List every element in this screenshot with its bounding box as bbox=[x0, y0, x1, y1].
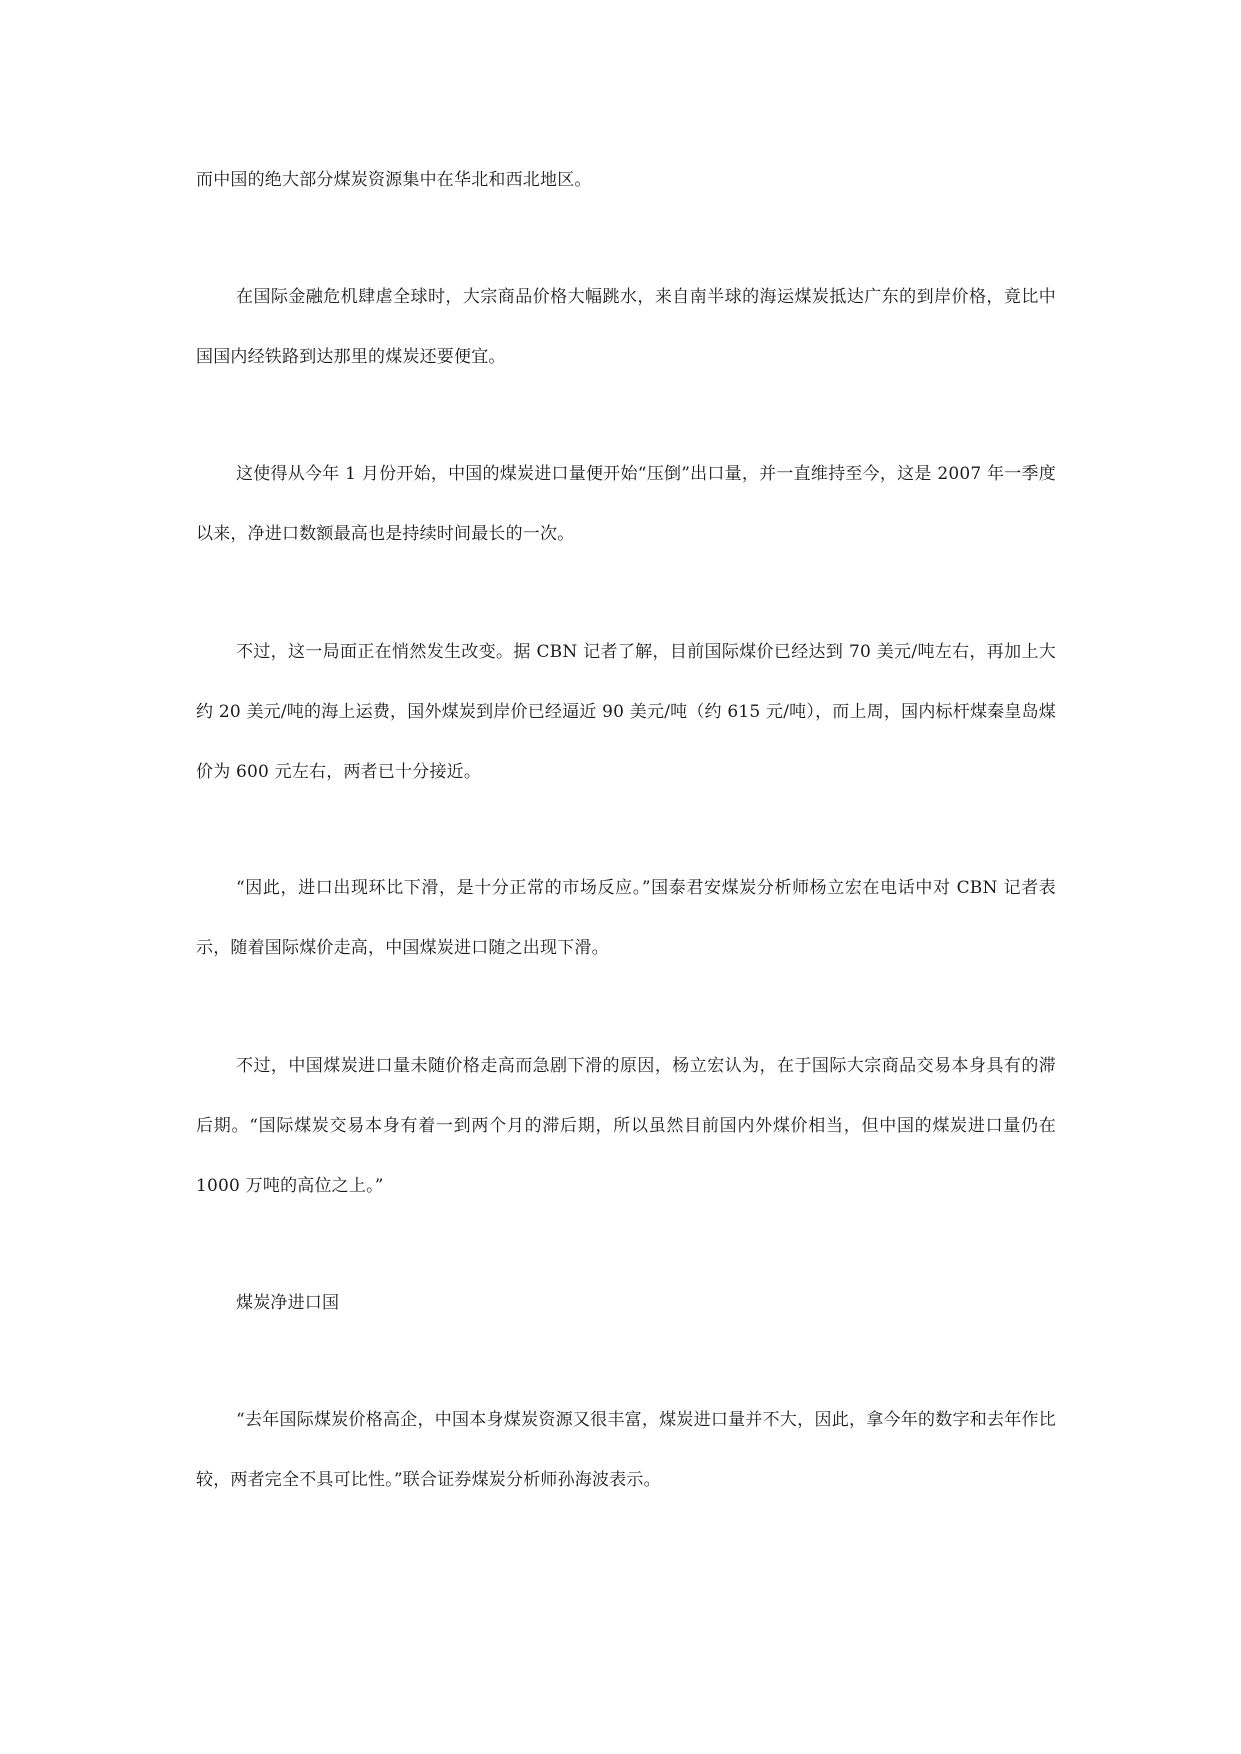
paragraph: 不过，这一局面正在悄然发生改变。据 CBN 记者了解，目前国际煤价已经达到 70 美元/吨左右，再加上大约 20 美元/吨的海上运费，国外煤炭到岸价已经逼近 90 美元/吨（约 615 元/吨），而上周，国内标杆煤秦皇岛煤价为 600 元左右，两者已十分接近。 bbox=[196, 642, 1056, 782]
section-heading: 煤炭净进口国 bbox=[236, 1293, 340, 1313]
paragraph: 在国际金融危机肆虐全球时，大宗商品价格大幅跳水，来自南半球的海运煤炭抵达广东的到岸价格，竟比中国国内经铁路到达那里的煤炭还要便宜。 bbox=[196, 287, 1056, 367]
paragraph: 而中国的绝大部分煤炭资源集中在华北和西北地区。 bbox=[196, 170, 592, 190]
paragraph: “去年国际煤炭价格高企，中国本身煤炭资源又很丰富，煤炭进口量并不大，因此，拿今年的数字和去年作比较，两者完全不具可比性。”联合证券煤炭分析师孙海波表示。 bbox=[196, 1410, 1056, 1490]
paragraph: “因此，进口出现环比下滑，是十分正常的市场反应。”国泰君安煤炭分析师杨立宏在电话中对 CBN 记者表示，随着国际煤价走高，中国煤炭进口随之出现下滑。 bbox=[196, 878, 1056, 958]
paragraph: 不过，中国煤炭进口量未随价格走高而急剧下滑的原因，杨立宏认为，在于国际大宗商品交易本身具有的滞后期。“国际煤炭交易本身有着一到两个月的滞后期，所以虽然目前国内外煤价相当，但中国的煤炭进口量仍在 1000 万吨的高位之上。” bbox=[196, 1056, 1056, 1196]
paragraph: 这使得从今年 1 月份开始，中国的煤炭进口量便开始“压倒”出口量，并一直维持至今，这是 2007 年一季度以来，净进口数额最高也是持续时间最长的一次。 bbox=[196, 464, 1056, 544]
